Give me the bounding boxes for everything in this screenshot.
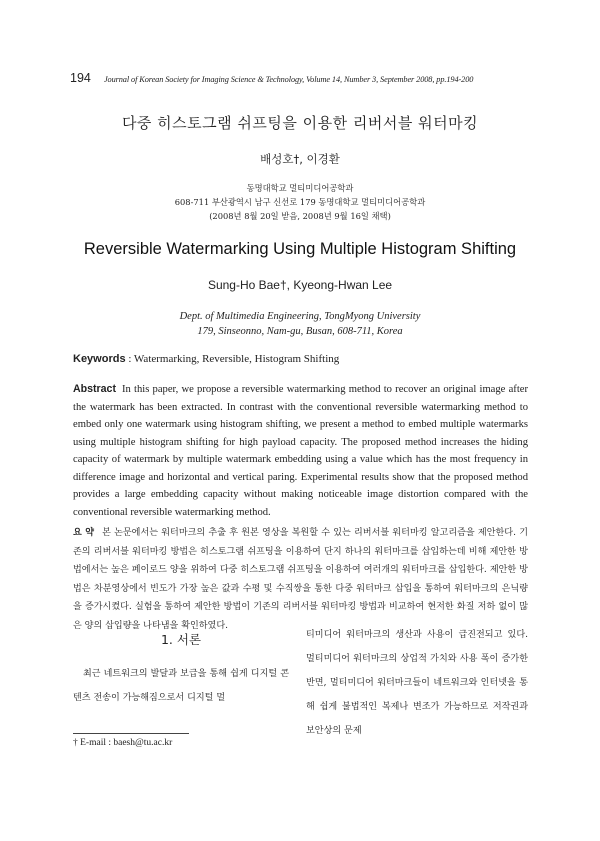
korean-abstract-label: 요 약 <box>73 527 95 538</box>
korean-affiliation-line: (2008년 8월 20일 받음, 2008년 9월 16일 채택) <box>209 211 391 221</box>
english-authors: Sung-Ho Bae†, Kyeong-Hwan Lee <box>207 278 393 292</box>
body-paragraph: 최근 네트워크의 발달과 보급을 통해 쉽게 디지털 콘텐츠 전송이 가능해짐으로서 디지털 멀 <box>73 669 289 703</box>
korean-authors: 배성호†, 이경환 <box>260 152 340 166</box>
body-column-left <box>73 662 289 710</box>
keywords-text: : Watermarking, Reversible, Histogram Shifting <box>128 353 340 365</box>
abstract-label: Abstract <box>73 383 116 395</box>
abstract-text: In this paper, we propose a reversible watermarking method to recover an original image after the watermark has been extracted. In contrast with the conventional reversible watermarking method to embed only one watermark using histogram shifting, we present a method to embed multiple watermarks using multiple histogram shifting for high payload capacity. The proposed method increases the hiding capacity of watermark by multiple watermark embedding using a value which has the most frequency in difference image and horizontal and vertical paring. Experimental results show that the proposed method provides a large embedding capacity without making noticeable image distortion compared with the conventional reversible watermarking method. <box>73 384 528 518</box>
abstract <box>73 381 528 521</box>
journal-citation: Journal of Korean Society for Imaging Science & Technology, Volume 14, Number 3, September 2008, pp.194-200 <box>103 75 474 84</box>
keywords <box>73 353 339 365</box>
english-affiliation-line: Dept. of Multimedia Engineering, TongMyong University <box>179 311 421 322</box>
footnote-divider <box>73 733 189 734</box>
english-title: Reversible Watermarking Using Multiple Histogram Shifting <box>83 240 517 258</box>
english-affiliation-line: 179, Sinseonno, Nam-gu, Busan, 608-711, Korea <box>197 326 403 337</box>
korean-affiliation-line: 608-711 부산광역시 남구 신선로 179 동명대학교 멀티미디어공학과 <box>174 197 426 207</box>
korean-affiliation-line: 동명대학교 멀티미디어공학과 <box>246 183 354 193</box>
korean-abstract <box>73 524 528 635</box>
body-paragraph: 티미디어 워터마크의 생산과 사용이 급진전되고 있다. 멀티미디어 워터마크의 상업적 가치와 사용 폭이 증가한 반면, 멀티미디어 워터마크들이 네트워크와 인터넷을 통해 쉽게 불법적인 복제나 변조가 가능하므로 저작권과 보안상의 문제 <box>306 630 528 736</box>
footnote: † E-mail : baesh@tu.ac.kr <box>73 738 173 748</box>
keywords-label: Keywords <box>73 353 126 365</box>
page-number: 194 <box>70 71 91 85</box>
body-column-right <box>306 623 528 743</box>
running-header <box>70 67 540 86</box>
english-affiliation <box>0 309 600 339</box>
korean-title: 다중 히스토그램 쉬프팅을 이용한 리버서블 워터마킹 <box>121 114 479 132</box>
section-heading: 1. 서론 <box>160 632 202 647</box>
korean-abstract-text: 본 논문에서는 워터마크의 추출 후 원본 영상을 복원할 수 있는 리버서블 워터마킹 알고리즘을 제안한다. 기존의 리버서블 워터마킹 방법은 히스토그램 쉬프팅을 이용하여 단지 하나의 워터마크를 삽입하는데 비해 제안한 방법에서는 높은 페이로드 양을 위하여 다중 히스토그램 쉬프팅을 이용하여 여러개의 워터마크를 삽입한다. 제안한 방법은 차분영상에서 빈도가 가장 높은 값과 수평 및 수직쌍을 통한 다중 워터마크 삽입을 통하여 워터마크의 은닉량을 증가시켰다. 실험을 통하여 제안한 방법이 기존의 리버서블 워터마킹 방법과 비교하여 현저한 화질 저하 없이 많은 양의 삽입량을 나타냄을 확인하였다. <box>73 528 528 631</box>
korean-affiliation <box>0 181 600 223</box>
